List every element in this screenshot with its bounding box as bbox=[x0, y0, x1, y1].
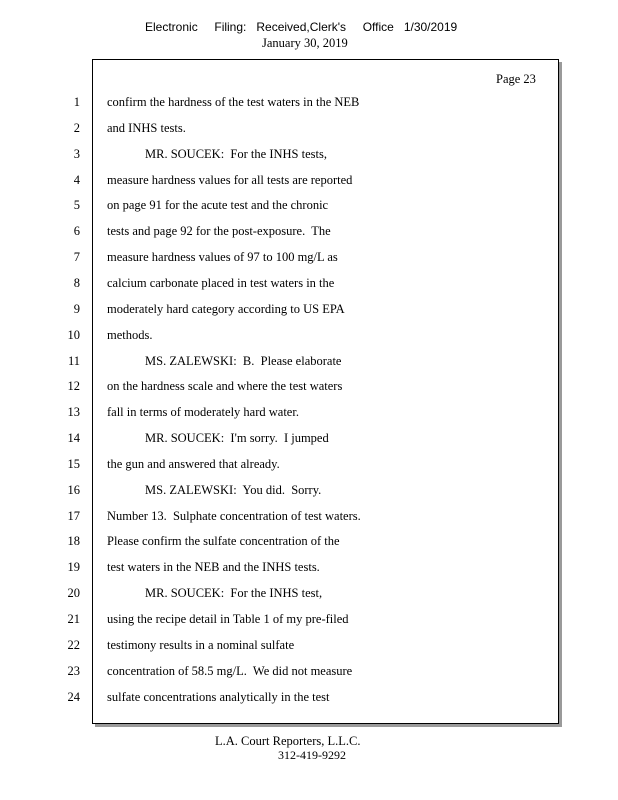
line-text: MS. ZALEWSKI: B. Please elaborate bbox=[145, 354, 342, 368]
line-text: MR. SOUCEK: For the INHS tests, bbox=[145, 147, 327, 161]
line-text: MR. SOUCEK: For the INHS test, bbox=[145, 586, 323, 600]
line-text: confirm the hardness of the test waters in the NEB bbox=[107, 95, 360, 109]
line-number: 5 bbox=[73, 198, 80, 212]
line-text: and INHS tests. bbox=[107, 121, 186, 135]
line-number: 2 bbox=[73, 121, 80, 135]
line-number: 1 bbox=[73, 95, 80, 109]
line-number: 14 bbox=[67, 431, 80, 445]
line-number: 24 bbox=[67, 690, 80, 704]
filing-date: January 30, 2019 bbox=[262, 36, 348, 50]
line-number: 11 bbox=[67, 354, 80, 368]
line-number: 15 bbox=[67, 457, 80, 471]
line-number: 9 bbox=[73, 302, 80, 316]
line-number: 10 bbox=[67, 328, 80, 342]
line-text: measure hardness values of 97 to 100 mg/L as bbox=[107, 250, 338, 264]
line-text: on page 91 for the acute test and the chronic bbox=[107, 198, 329, 212]
filing-stamp: Electronic Filing: Received,Clerk's Office 1/30/2019 bbox=[145, 20, 458, 34]
line-text: on the hardness scale and where the test waters bbox=[107, 379, 343, 393]
line-number: 7 bbox=[73, 250, 80, 264]
line-number: 17 bbox=[67, 509, 80, 523]
line-text: Number 13. Sulphate concentration of test waters. bbox=[107, 509, 361, 523]
line-text: testimony results in a nominal sulfate bbox=[107, 638, 295, 652]
line-text: sulfate concentrations analytically in the test bbox=[107, 690, 330, 704]
line-text: the gun and answered that already. bbox=[107, 457, 280, 471]
line-number: 4 bbox=[73, 173, 80, 187]
line-text: fall in terms of moderately hard water. bbox=[107, 405, 299, 419]
line-number: 21 bbox=[67, 612, 80, 626]
page-number: Page 23 bbox=[496, 72, 536, 86]
line-number: 16 bbox=[67, 483, 80, 497]
line-text: MS. ZALEWSKI: You did. Sorry. bbox=[145, 483, 322, 497]
line-number: 23 bbox=[67, 664, 80, 678]
footer-company: L.A. Court Reporters, L.L.C. bbox=[215, 734, 361, 748]
line-text: measure hardness values for all tests are reported bbox=[107, 173, 353, 187]
line-number: 6 bbox=[73, 224, 80, 238]
line-text: MR. SOUCEK: I'm sorry. I jumped bbox=[145, 431, 329, 445]
line-number: 18 bbox=[67, 534, 80, 548]
line-text: using the recipe detail in Table 1 of my pre-filed bbox=[107, 612, 349, 626]
line-text: tests and page 92 for the post-exposure. The bbox=[107, 224, 331, 238]
line-text: concentration of 58.5 mg/L. We did not measure bbox=[107, 664, 353, 678]
line-text: methods. bbox=[107, 328, 153, 342]
line-number: 19 bbox=[67, 560, 80, 574]
footer-phone: 312-419-9292 bbox=[278, 748, 346, 762]
line-number: 12 bbox=[67, 379, 80, 393]
line-text: moderately hard category according to US EPA bbox=[107, 302, 345, 316]
line-number: 13 bbox=[67, 405, 80, 419]
line-text: Please confirm the sulfate concentration of the bbox=[107, 534, 340, 548]
line-number: 20 bbox=[67, 586, 80, 600]
line-number: 3 bbox=[73, 147, 80, 161]
line-text: test waters in the NEB and the INHS tests. bbox=[107, 560, 320, 574]
line-number: 8 bbox=[73, 276, 80, 290]
line-text: calcium carbonate placed in test waters in the bbox=[107, 276, 335, 290]
line-number: 22 bbox=[67, 638, 80, 652]
